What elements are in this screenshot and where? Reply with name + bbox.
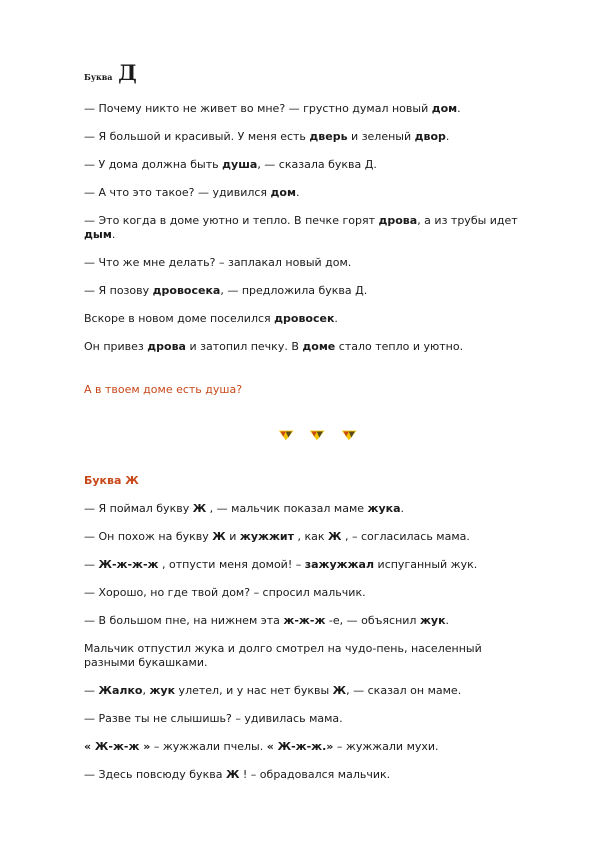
leaf-ornament-icon (278, 428, 295, 442)
text-run: – жужжали мухи. (333, 740, 439, 753)
text-run: улетел, и у нас нет буквы (175, 684, 333, 697)
title-big-letter: Д (118, 60, 137, 85)
text-run: . (457, 102, 461, 115)
bold-word: Ж (212, 530, 226, 543)
paragraph (84, 586, 524, 600)
text-run: — Что же мне делать? – заплакал новый дом. (84, 256, 352, 269)
text-run: — Он похож на букву (84, 530, 213, 543)
text-run: испуганный жук. (374, 558, 478, 571)
paragraph (84, 102, 524, 116)
text-run: ! – обрадовался мальчик. (239, 768, 391, 781)
text-run: , — сказала буква Д. (257, 158, 377, 171)
bold-word: « Ж-ж-ж » (84, 740, 151, 753)
text-run: -е, — объяснил (325, 614, 420, 627)
text-run: . (400, 502, 405, 515)
paragraph (84, 256, 524, 270)
text-run: . (445, 614, 450, 627)
ornament-divider (278, 428, 358, 442)
paragraph (84, 712, 524, 726)
text-run: и затопил печку. В (185, 340, 303, 353)
text-run: , – согласилась мама. (341, 530, 470, 543)
bold-word: душа (222, 158, 258, 171)
bold-word: ж-ж-ж (283, 614, 326, 627)
paragraph (84, 558, 524, 572)
text-run: — Я позову (84, 284, 153, 297)
text-run: – жужжали пчелы. (150, 740, 267, 753)
leaf-ornament-icon (309, 428, 326, 442)
text-run: Мальчик отпустил жука и долго смотрел на чудо-пень, населенный разными букашками. (84, 642, 482, 669)
paragraph (84, 642, 524, 670)
bold-word: зажужжал (304, 558, 375, 571)
paragraph (84, 684, 524, 698)
bold-word: дровосек (274, 312, 335, 325)
bold-word: двор (414, 130, 446, 143)
text-run: — Хорошо, но где твой дом? – спросил мальчик. (84, 586, 366, 599)
title-word: Буква (84, 72, 113, 82)
paragraph (84, 502, 524, 516)
bold-word: « Ж-ж-ж.» (266, 740, 334, 753)
bold-word: Ж (192, 502, 207, 515)
bold-word: дом (431, 102, 458, 115)
text-run: — Здесь повсюду буква (84, 768, 226, 781)
bold-word: дым (84, 228, 112, 241)
bold-word: Ж-ж-ж-ж (98, 558, 159, 571)
bold-word: жук (419, 614, 446, 627)
text-run: . (334, 312, 338, 325)
paragraph (84, 530, 524, 544)
text-run: и зеленый (347, 130, 415, 143)
text-run: — Почему никто не живет во мне? — грустно думал новый (84, 102, 432, 115)
text-run: стало тепло и уютно. (335, 340, 464, 353)
text-run: , а из трубы идет (417, 214, 518, 227)
paragraph (84, 740, 524, 754)
paragraph (84, 158, 524, 172)
closing-question: А в твоем доме есть душа? (84, 383, 243, 396)
paragraph (84, 284, 524, 298)
bold-word: жука (367, 502, 401, 515)
bold-word: дверь (309, 130, 348, 143)
text-run: , — мальчик показал маме (206, 502, 368, 515)
bold-word: дрова (147, 340, 186, 353)
bold-word: Ж (225, 768, 240, 781)
text-run: , (142, 684, 150, 697)
paragraph (84, 614, 524, 628)
text-run: , — предложила буква Д. (220, 284, 368, 297)
text-run: Вскоре в новом доме поселился (84, 312, 275, 325)
text-run: , как (294, 530, 329, 543)
text-run: . (445, 130, 450, 143)
bold-word: дом (270, 186, 296, 199)
bold-word: доме (302, 340, 336, 353)
bold-word: жужжит (239, 530, 294, 543)
bold-word: дровосека (152, 284, 221, 297)
bold-word: Жалко (98, 684, 143, 697)
leaf-ornament-icon (341, 428, 358, 442)
text-run: — Разве ты не слышишь? – удивилась мама. (84, 712, 343, 725)
bold-word: Ж (328, 530, 342, 543)
bold-word: дрова (378, 214, 418, 227)
title-letter-d (84, 60, 137, 85)
text-run: — А что это такое? — удивился (84, 186, 271, 199)
bold-word: Ж (332, 684, 347, 697)
text-run: Он привез (84, 340, 148, 353)
bold-word: жук (149, 684, 176, 697)
text-run: , — сказал он маме. (346, 684, 462, 697)
text-run: — Я поймал букву (84, 502, 193, 515)
text-run: — Это когда в доме уютно и тепло. В печке горят (84, 214, 379, 227)
text-run: — Я большой и красивый. У меня есть (84, 130, 310, 143)
paragraph (84, 186, 524, 200)
text-run: и (225, 530, 240, 543)
text-run: — (84, 684, 99, 697)
paragraph (84, 340, 524, 354)
text-run: — (84, 558, 99, 571)
text-run: , отпусти меня домой! – (158, 558, 305, 571)
paragraph (84, 312, 524, 326)
text-run: . (111, 228, 116, 241)
paragraph (84, 768, 524, 782)
text-run: . (295, 186, 300, 199)
section-title-zh: Буква Ж (84, 474, 139, 487)
paragraph (84, 130, 524, 144)
text-run: — У дома должна быть (84, 158, 223, 171)
text-run: — В большом пне, на нижнем эта (84, 614, 284, 627)
paragraph (84, 214, 524, 242)
